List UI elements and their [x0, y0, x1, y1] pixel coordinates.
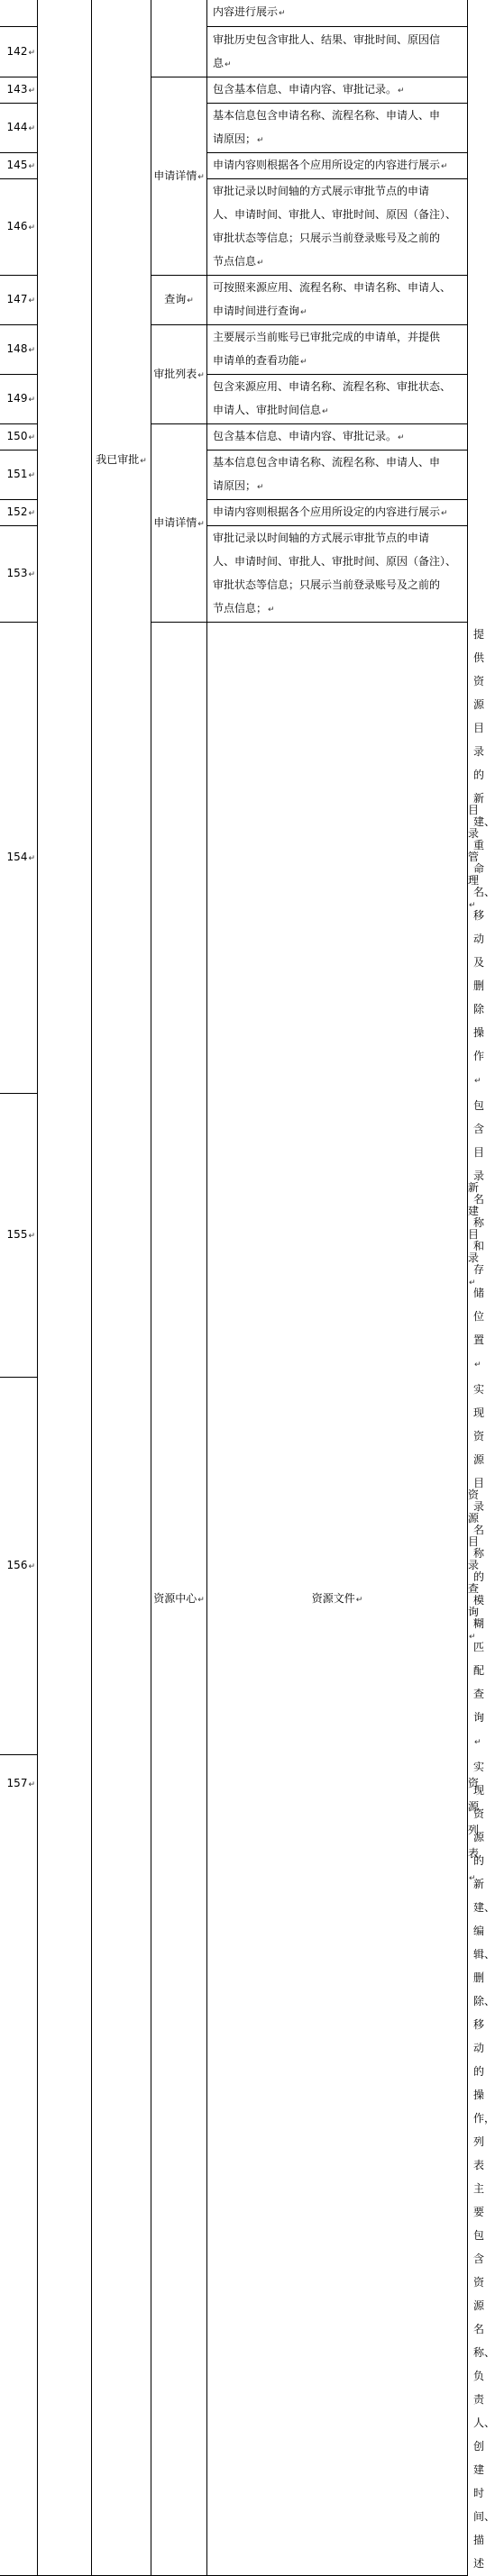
feature-cell: 申请详情↵	[151, 77, 207, 276]
description-cell: 包含来源应用、申请名称、流程名称、审批状态、 申请人、审批时间信息↵	[207, 375, 468, 424]
table-row: 155↵ 新建目录↵ 包含目录名称和存储位置↵	[0, 1094, 468, 1378]
row-number: 147↵	[0, 276, 38, 325]
row-number: 154↵	[0, 623, 38, 1094]
module-label: 资源文件	[311, 1591, 355, 1605]
feature-cell: 申请详情↵	[151, 424, 207, 623]
description-cell: 内容进行展示↵	[207, 0, 468, 27]
description-cell: 审批历史包含审批人、结果、审批时间、原因信 息↵	[207, 27, 468, 77]
feature-label: 申请详情	[153, 515, 197, 529]
module-cell: 资源文件↵	[207, 623, 468, 2576]
feature-cell: 审批列表↵	[151, 325, 207, 424]
module-label: 我已审批	[96, 453, 140, 466]
feature-cell	[151, 0, 207, 77]
description-cell: 申请内容则根据各个应用所设定的内容进行展示↵	[207, 153, 468, 179]
row-number: 150↵	[0, 424, 38, 451]
table-row	[0, 0, 468, 27]
feature-label: 申请详情	[153, 168, 197, 182]
row-number: 144↵	[0, 104, 38, 153]
row-number: 143↵	[0, 77, 38, 104]
module-label: 资源中心	[153, 1591, 197, 1605]
row-number: 155↵	[0, 1094, 38, 1378]
description-cell: 主要展示当前账号已审批完成的申请单，并提供 申请单的查看功能↵	[207, 325, 468, 375]
row-number: 148↵	[0, 325, 38, 375]
description-cell: 可按照来源应用、流程名称、申请名称、申请人、 申请时间进行查询↵	[207, 276, 468, 325]
feature-label: 查询	[164, 293, 187, 305]
row-number: 149↵	[0, 375, 38, 424]
description-cell: 基本信息包含申请名称、流程名称、申请人、申 请原因；↵	[207, 104, 468, 153]
feature-label: 新建目录	[468, 1181, 480, 1264]
row-number: 156↵	[0, 1378, 38, 1755]
row-number: 152↵	[0, 500, 38, 526]
row-number: 153↵	[0, 526, 38, 623]
feature-label: 资源列表	[468, 1777, 480, 1860]
module-cell: 资源中心↵	[151, 623, 207, 2576]
feature-label: 目录管理	[468, 804, 480, 887]
description-cell: 包含基本信息、申请内容、审批记录。↵	[207, 77, 468, 104]
row-number: 145↵	[0, 153, 38, 179]
feature-cell: 查询↵	[151, 276, 207, 325]
row-number: 146↵	[0, 179, 38, 276]
description-cell: 基本信息包含申请名称、流程名称、申请人、申 请原因；↵	[207, 451, 468, 500]
row-number	[0, 0, 38, 27]
description-cell: 审批记录以时间轴的方式展示审批节点的申请 人、申请时间、审批人、审批时间、原因（备注）、 审批状态等信息；只展示当前登录账号及之前的 节点信息；↵	[207, 526, 468, 623]
table-row: 156↵ 资源目录 查询↵ 实现资源目录名称的模糊匹配查询↵	[0, 1378, 468, 1755]
table-row: 157↵ 资源列表↵ 实现资源的新建、编辑、删除、移动的操作，列 表主要包含资源名称、负责人、创建时间、描述	[0, 1755, 468, 2576]
description-cell: 申请内容则根据各个应用所设定的内容进行展示↵	[207, 500, 468, 526]
row-number: 157↵	[0, 1755, 38, 2576]
feature-label: 审批列表	[153, 367, 197, 380]
table-row: 154↵ 资源中心↵ 资源文件↵ 目录管理↵ 提供资源目录的新建、重命名、移动及删除操作↵	[0, 623, 468, 1094]
row-number: 151↵	[0, 451, 38, 500]
description-cell: 包含基本信息、申请内容、审批记录。↵	[207, 424, 468, 451]
row-number: 142↵	[0, 27, 38, 77]
description-cell: 审批记录以时间轴的方式展示审批节点的申请 人、申请时间、审批人、审批时间、原因（备注）、 审批状态等信息；只展示当前登录账号及之前的 节点信息↵	[207, 179, 468, 276]
module-cell: 我已审批↵	[92, 0, 151, 2576]
module-cell	[38, 0, 92, 2576]
